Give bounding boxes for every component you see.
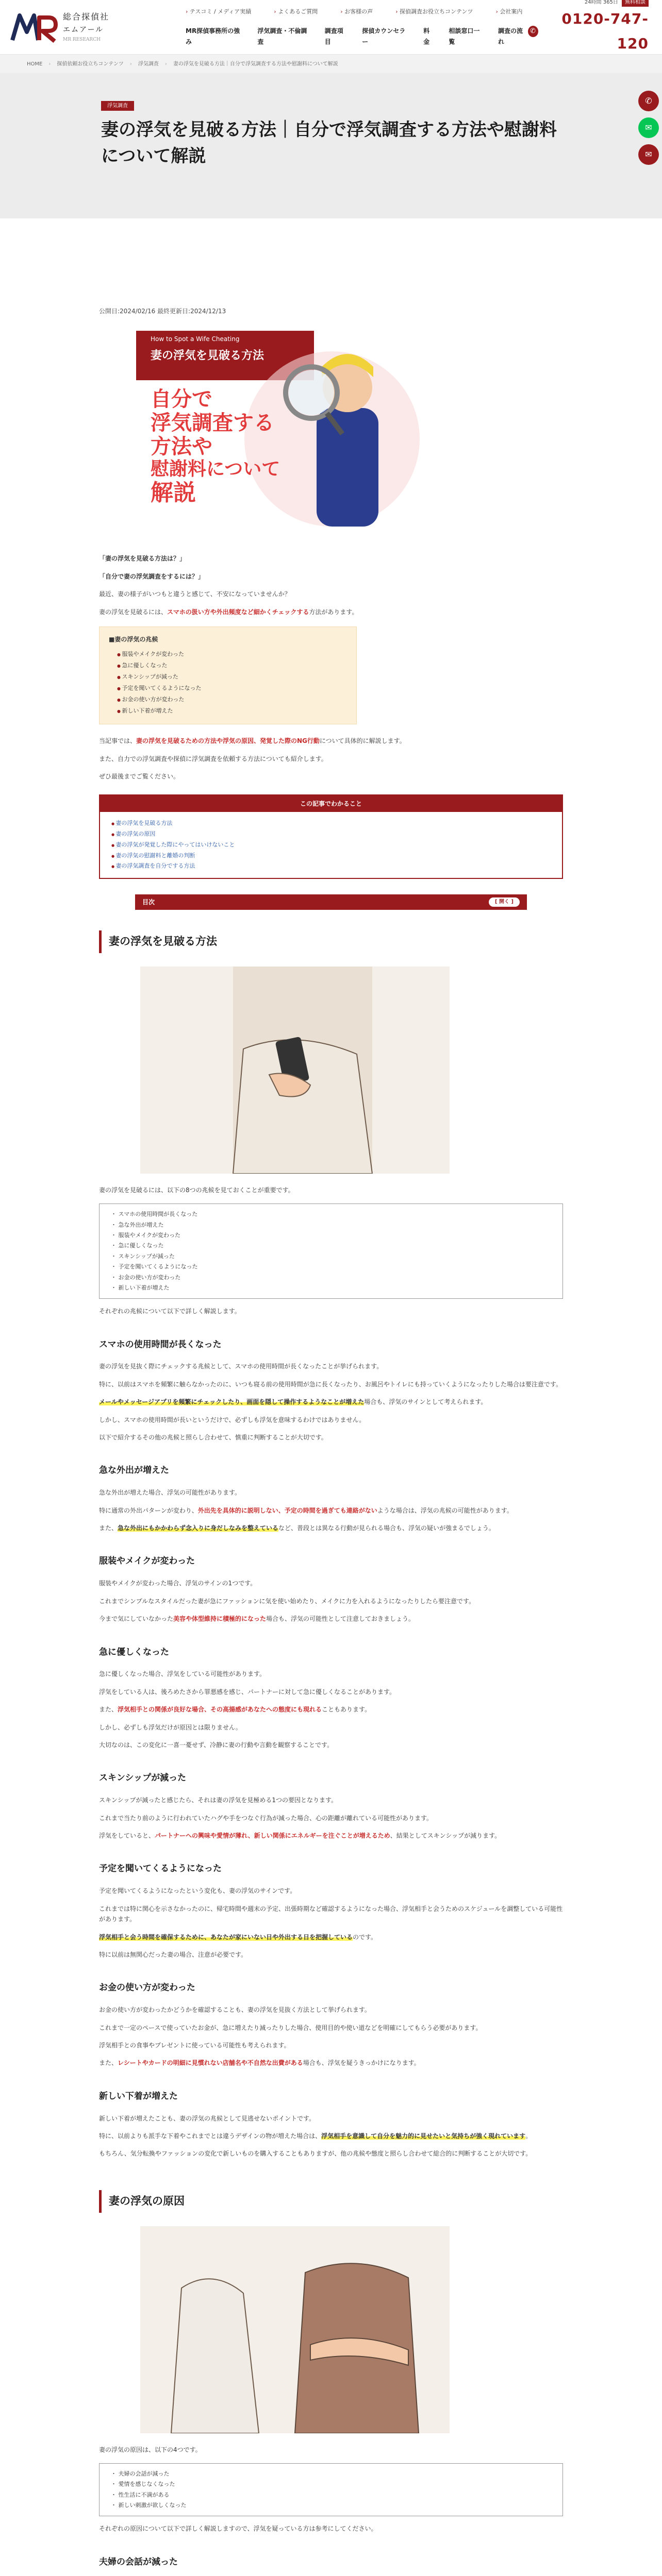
subsection-heading: スマホの使用時間が長くなった (99, 1339, 222, 1350)
paragraph (99, 1831, 563, 1841)
text-fragment: また、 (99, 2059, 118, 2067)
paragraph: これまでシンプルなスタイルだった妻が急にファッションに気を使い始めたり、メイクに力を入れるようになったりしたら要注意です。 (99, 1597, 475, 1605)
main-nav-cheating[interactable]: 浮気調査・不倫調査 (257, 27, 307, 45)
highlight-red: 妻の浮気を見破るための方法や浮気の原因、発覚した際のNG行動 (136, 737, 320, 745)
list-item: ・ スキンシップが減った (111, 1251, 554, 1262)
sub-nav-company[interactable]: › 会社案内 (495, 7, 522, 17)
learn-link[interactable]: ● 妻の浮気を見破る方法 (111, 818, 551, 829)
text-fragment: について具体的に解説します。 (319, 737, 406, 745)
subsection-heading: 夫婦の会話が減った (99, 2556, 178, 2567)
list-item: ・ 急に優しくなった (111, 1241, 554, 1251)
subsection-heading: 急な外出が増えた (99, 1465, 169, 1476)
breadcrumb-category[interactable]: 浮気調査 (138, 61, 159, 67)
paragraph: 大切なのは、この変化に一喜一憂せず、冷静に妻の行動や言動を観察することです。 (99, 1741, 334, 1749)
learn-link[interactable]: ● 妻の浮気が発覚した際にやってはいけないこと (111, 840, 551, 851)
title-band (0, 73, 662, 218)
logo-line2: エムアール (63, 25, 104, 34)
main-nav-offices[interactable]: 相談窓口一覧 (449, 27, 480, 45)
paragraph: しかし、スマホの使用時間が長いというだけで、必ずしも浮気を意味するわけではありません。 (99, 1416, 366, 1423)
text-fragment: など、普段とは異なる行動が見られる場合も、浮気の疑いが強まるでしょう。 (278, 1524, 495, 1532)
learn-box-title: この記事でわかること (100, 795, 562, 812)
paragraph (99, 1614, 563, 1624)
subsection-heading: 急に優しくなった (99, 1647, 169, 1657)
highlight-red: スマホの扱い方や外出頻度など細かくチェックする (167, 608, 309, 616)
causes-list-box (99, 2463, 563, 2516)
paragraph (99, 2058, 563, 2068)
learn-box-list (100, 812, 562, 878)
paragraph (99, 1505, 563, 1516)
text-fragment: ような場合は、浮気の兆候の可能性があります。 (377, 1506, 513, 1514)
list-item: ・ お金の使い方が変わった (111, 1273, 554, 1283)
logo-line1: 総合探偵社 (63, 12, 110, 22)
hero-line5: 解説 (151, 479, 196, 506)
learn-link[interactable]: ● 妻の浮気の慰謝料と離婚の判断 (111, 851, 551, 861)
phone-float-icon[interactable]: ✆ (638, 91, 659, 111)
breadcrumb-current: 妻の浮気を見破る方法｜自分で浮気調査する方法や慰謝料について解説 (173, 61, 338, 67)
paragraph: もちろん、気分転換やファッションの変化で新しいものを購入することもありますが、他の兆候や態度と照らし合わせて総合的に判断することが大切です。 (99, 2150, 532, 2158)
section-heading: 妻の浮気を見破る方法 (99, 930, 563, 953)
table-of-contents (135, 894, 527, 910)
highlight-red: パートナーへの興味や愛情が薄れ、新しい関係にエネルギーを注ぐことが増えるため (155, 1832, 390, 1840)
toc-label: 目次 (142, 899, 155, 906)
paragraph: 特に以前は無関心だった妻の場合、注意が必要です。 (99, 1951, 247, 1958)
highlight-red: レシートやカードの明細に見慣れない店舗名や不自然な出費がある (118, 2059, 303, 2067)
subsection-heading: 服装やメイクが変わった (99, 1556, 195, 1567)
highlight-yellow: 急な外出にもかかわらず念入りに身だしなみを整えている (118, 1524, 279, 1532)
breadcrumb (0, 55, 662, 73)
breadcrumb-separator: › (129, 61, 132, 67)
category-badge[interactable]: 浮気調査 (101, 101, 134, 111)
intro-paragraph-5: ぜひ最後までご覧ください。 (99, 773, 180, 781)
hero-line4: 慰謝料について (151, 459, 280, 480)
signs-list-box (99, 1204, 563, 1299)
paragraph: 特に、以前はスマホを頻繁に触らなかったのに、いつも寝る前の使用時間が急に長くなったり、お風呂やトイレにも持っていくようになったりした場合は要注意です。 (99, 1380, 562, 1388)
main-nav-counselor[interactable]: 探偵カウンセラー (362, 27, 406, 45)
logo-line3: MR RESEARCH (63, 37, 101, 43)
paragraph (99, 1397, 563, 1407)
highlight-yellow: 浮気相手と会う時間を確保するために、あなたが家にいない日や外出する日を把握している (99, 1933, 353, 1941)
logo-mark (10, 11, 58, 43)
intro-paragraph-3 (99, 736, 563, 746)
article (99, 218, 563, 2576)
section2-lead: 妻の浮気の原因は、以下の4つです。 (99, 2446, 202, 2453)
text-fragment: 特に通常の外出パターンが変わり、 (99, 1506, 198, 1514)
global-nav (165, 7, 528, 47)
section-illustration (140, 967, 450, 1174)
hero-image (115, 331, 425, 538)
text-fragment: 場合も、浮気のサインとして考えられます。 (364, 1398, 487, 1406)
page-title: 妻の浮気を見破る方法｜自分で浮気調査する方法や慰謝料について解説 (101, 120, 557, 166)
paragraph: これまで当たり前のように行われていたハグや手をつなぐ行為が減った場合、心の距離が離れている可能性があります。 (99, 1814, 433, 1822)
signs-summary-box (99, 626, 357, 724)
mail-float-icon[interactable]: ✉ (638, 144, 659, 165)
intro-paragraph-2 (99, 607, 563, 617)
paragraph (99, 2131, 563, 2141)
breadcrumb-contents[interactable]: 探偵依頼お役立ちコンテンツ (57, 61, 124, 67)
list-item: ・ 新しい刺激が欲しくなった (111, 2500, 554, 2511)
hero-english: How to Spot a Wife Cheating (151, 335, 240, 343)
list-item: ・ スマホの使用時間が長くなった (111, 1209, 554, 1219)
subsection-heading: スキンシップが減った (99, 1773, 187, 1784)
phone-number: 0120-747-120 (561, 10, 649, 52)
signs-summary-title: ■妻の浮気の兆候 (109, 635, 158, 643)
paragraph (99, 1704, 563, 1715)
section-illustration (140, 2226, 450, 2433)
subsection-heading: お金の使い方が変わった (99, 1982, 195, 1993)
toc-toggle-button[interactable]: [ 開く ] (489, 897, 520, 907)
paragraph: 妻の浮気を見抜く際にチェックする兆候として、スマホの使用時間が長くなったことが挙げられます。 (99, 1363, 383, 1370)
paragraph: これまでは特に関心を示さなかったのに、帰宅時間や週末の予定、出張時期など確認するようになった場合、浮気相手と会うためのスケジュールを調整している可能性があります。 (99, 1905, 563, 1923)
breadcrumb-separator: › (164, 61, 167, 67)
hero-subtitle: 妻の浮気を見破る方法 (151, 349, 264, 363)
text-fragment: 場合も、浮気を疑うきっかけになります。 (303, 2059, 420, 2067)
sub-nav-voice[interactable]: › お客様の声 (340, 7, 373, 17)
main-nav-flow[interactable]: 調査の流れ (498, 27, 523, 45)
subsection-heading: 予定を聞いてくるようになった (99, 1863, 222, 1874)
main-nav-price[interactable]: 料金 (423, 27, 430, 45)
paragraph: 以下で紹介するその他の兆候と照らし合わせて、慎重に判断することが大切です。 (99, 1434, 327, 1442)
paragraph: 急に優しくなった場合、浮気をしている可能性があります。 (99, 1670, 266, 1678)
highlight-red: 外出先を具体的に説明しない、予定の時間を過ぎても連絡がない (197, 1506, 377, 1514)
highlight-yellow: 浮気相手を意識して自分を魅力的に見せたいと気持ちが強く現れています (321, 2132, 526, 2140)
main-nav-strength[interactable]: MR探偵事務所の強み (186, 27, 240, 45)
paragraph: お金の使い方が変わったかどうかを確認することも、妻の浮気を見抜く方法として挙げられます。 (99, 2006, 371, 2014)
paragraph: 浮気相手との食事やプレゼントに使っている可能性も考えられます。 (99, 2041, 290, 2049)
highlight-red: 浮気相手との関係が良好な場合、その高揚感があなたへの態度にも現れる (118, 1706, 322, 1714)
paragraph: 新しい下着が増えたことも、妻の浮気の兆候として見逃せないポイントです。 (99, 2114, 316, 2122)
breadcrumb-separator: › (48, 61, 51, 67)
text-fragment: 当記事では、 (99, 737, 137, 745)
hero-line3: 方法や (151, 435, 212, 459)
list-item: ・ 予定を聞いてくるようになった (111, 1262, 554, 1272)
list-item: ● スキンシップが減った (117, 671, 347, 683)
main-nav (186, 26, 528, 47)
highlight-red: 美容や体型維持に積極的になった (173, 1615, 267, 1623)
text-fragment: 浮気をしていると、 (99, 1832, 155, 1840)
hero-headline (151, 387, 280, 506)
list-item: ・ 愛情を感じなくなった (111, 2479, 554, 2489)
list-item: ・ 服装やメイクが変わった (111, 1230, 554, 1241)
list-item: ● 予定を聞いてくるようになった (117, 683, 347, 694)
sub-nav-contents[interactable]: › 探偵調査お役立ちコンテンツ (395, 7, 473, 17)
hero-line1: 自分で (151, 387, 212, 412)
intro-question-1: 「妻の浮気を見破る方法は？」 (99, 555, 186, 563)
text-fragment: 今まで気にしていなかった (99, 1615, 174, 1623)
text-fragment: 方法があります。 (309, 608, 358, 616)
intro-paragraph-1: 最近、妻の様子がいつもと違うと感じて、不安になっていませんか？ (99, 590, 291, 598)
text-fragment: また、 (99, 1706, 118, 1714)
paragraph (99, 1932, 563, 1942)
paragraph: 予定を聞いてくるようになったという変化も、妻の浮気のサインです。 (99, 1887, 296, 1895)
paragraph: 急な外出が増えた場合、浮気の可能性があります。 (99, 1489, 241, 1497)
hero-line2: 浮気調査する (151, 411, 274, 435)
list-item: ● お金の使い方が変わった (117, 694, 347, 705)
section-heading: 妻の浮気の原因 (99, 2190, 563, 2213)
highlight-yellow: メールやメッセージアプリを頻繁にチェックしたり、画面を隠して操作するようなことが増えた (99, 1398, 365, 1406)
intro-question-2: 「自分で妻の浮気調査をするには？」 (99, 572, 205, 580)
learn-box (99, 794, 563, 879)
text-fragment: のです。 (353, 1933, 377, 1941)
paragraph: 浮気をしている人は、後ろめたさから罪悪感を感じ、パートナーに対して急に優しくなることがあります。 (99, 1688, 396, 1696)
section1-lead: 妻の浮気を見破るには、以下の8つの兆候を見ておくことが重要です。 (99, 1187, 294, 1194)
list-item: ● 急に優しくなった (117, 660, 347, 671)
logo[interactable] (10, 10, 165, 44)
paragraph: スキンシップが減ったと感じたら、それは妻の浮気を見極める1つの要因となります。 (99, 1797, 338, 1804)
sub-nav-media[interactable]: › テスコミ / メディア実績 (186, 7, 251, 17)
text-fragment: こともあります。 (322, 1706, 371, 1714)
list-item: ・ 性生活に不満がある (111, 2490, 554, 2500)
hours-text: 24時間 365日 (584, 0, 618, 6)
section2-after: それぞれの原因について以下で詳しく解説しますので、浮気を疑っている方は参考にしてください。 (99, 2525, 377, 2533)
site-header (0, 0, 662, 55)
paragraph: しかし、必ずしも浮気だけが原因とは限りません。 (99, 1723, 242, 1731)
side-floating-buttons (638, 91, 659, 165)
free-consult-badge: 無料相談 (622, 0, 649, 7)
text-fragment: 妻の浮気を見破るには、 (99, 608, 168, 616)
text-fragment: また、 (99, 1524, 118, 1532)
learn-link[interactable]: ● 妻の浮気の原因 (111, 829, 551, 840)
text-fragment: 。 (525, 2132, 532, 2140)
paragraph: これまで一定のペースで使っていたお金が、急に増えたり減ったりした場合、使用目的や使い道などを明確にしてもらう必要があります。 (99, 2024, 482, 2031)
text-fragment: 特に、以前よりも派手な下着やこれまでとは違うデザインの物が増えた場合は、 (99, 2132, 322, 2140)
post-dates: 公開日:2024/02/16 最終更新日:2024/12/13 (99, 308, 226, 315)
list-item: ● 服装やメイクが変わった (117, 649, 347, 660)
sub-nav-faq[interactable]: › よくあるご質問 (274, 7, 318, 17)
signs-summary-list (109, 649, 347, 717)
phone-link[interactable] (528, 7, 649, 56)
header-contact (528, 0, 652, 56)
intro-paragraph-4: また、自力での浮気調査や探偵に浮気調査を依頼する方法についても紹介します。 (99, 755, 327, 762)
list-item: ● 新しい下着が増えた (117, 705, 347, 717)
paragraph (99, 1523, 563, 1533)
text-fragment: 、結果としてスキンシップが減ります。 (390, 1832, 501, 1840)
phone-icon: ✆ (528, 26, 538, 37)
text-fragment: 場合も、浮気の可能性として注意しておきましょう。 (266, 1615, 415, 1623)
list-item: ・ 急な外出が増えた (111, 1220, 554, 1230)
subsection-heading: 新しい下着が増えた (99, 2091, 178, 2102)
breadcrumb-home[interactable]: HOME (27, 61, 43, 67)
list-item: ・ 夫婦の会話が減った (111, 2469, 554, 2479)
sub-nav (186, 7, 528, 17)
learn-link[interactable]: ● 妻の浮気調査を自分でする方法 (111, 861, 551, 872)
main-nav-items[interactable]: 調査項目 (324, 27, 343, 45)
paragraph: 服装やメイクが変わった場合、浮気のサインの1つです。 (99, 1580, 257, 1587)
list-item: ・ 新しい下着が増えた (111, 1283, 554, 1293)
section1-after: それぞれの兆候について以下で詳しく解説します。 (99, 1308, 241, 1315)
line-float-icon[interactable]: ✉ (638, 117, 659, 138)
